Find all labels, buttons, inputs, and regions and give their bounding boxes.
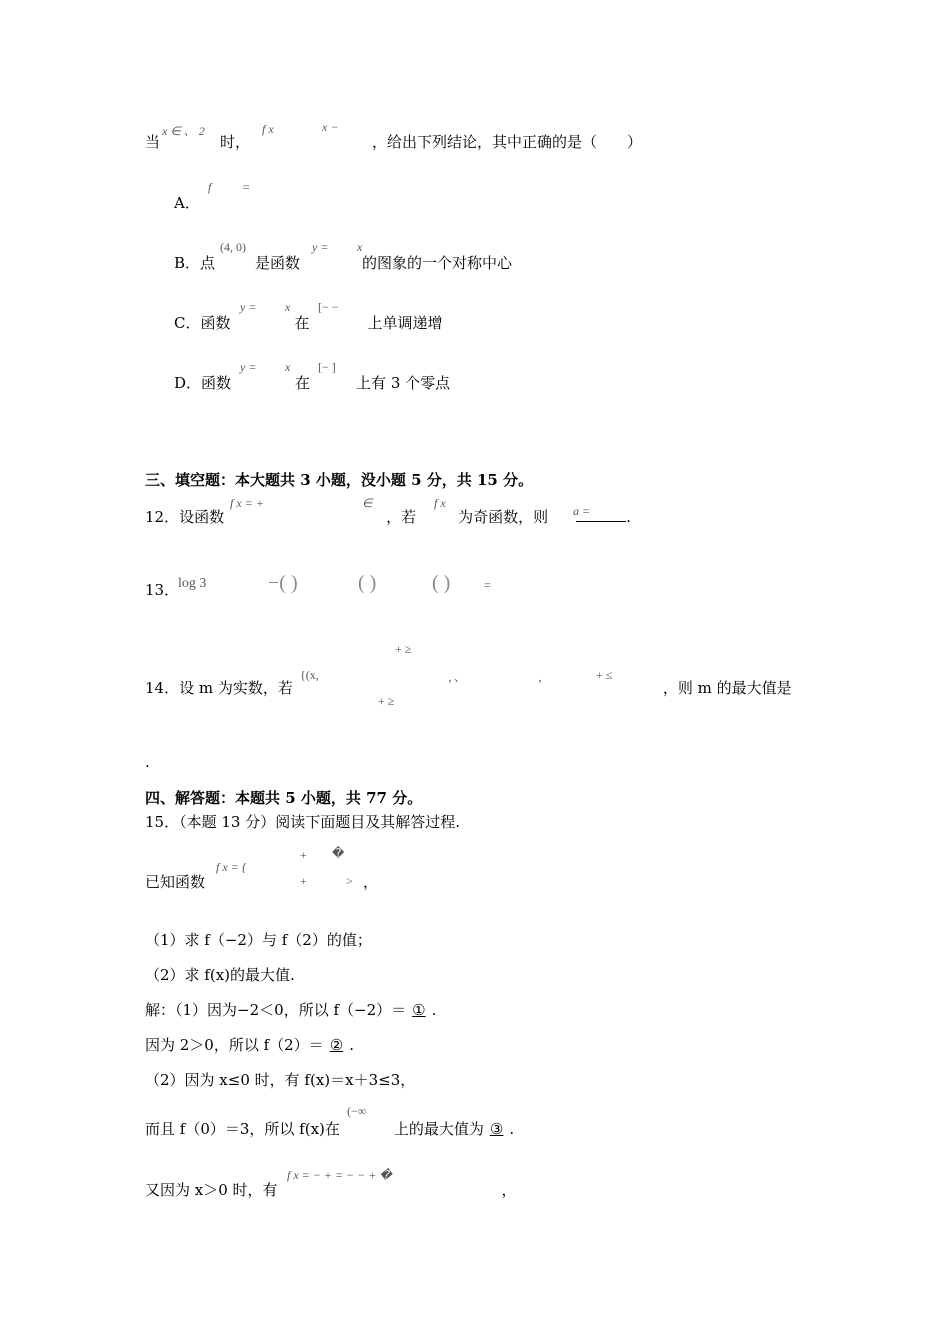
solution-line-2: 因为 2＞0，所以 f（2）＝ ② . <box>145 1036 354 1054</box>
math-fragment: (4, 0) <box>220 240 246 254</box>
math-fragment: log 3 <box>178 576 207 591</box>
math-fragment: y = <box>312 240 329 254</box>
section-4-heading: 四、解答题：本题共 5 小题，共 77 分。 <box>145 789 423 807</box>
q15-known: 已知函数 ， <box>145 873 379 891</box>
answer-blank-2: ② <box>329 1036 344 1054</box>
math-fragment: = <box>242 180 251 194</box>
q13: 13． <box>145 581 180 599</box>
math-fragment: f x = { <box>216 860 247 874</box>
answer-blank-1: ① <box>412 1001 426 1019</box>
math-fragment: + <box>300 848 307 862</box>
q14-end: . <box>145 753 150 771</box>
math-fragment: (−∞ <box>347 1104 367 1118</box>
math-fragment: x ∈ 、 2 <box>162 124 205 138</box>
math-fragment: [− − <box>318 300 339 314</box>
math-fragment: ( ) <box>432 572 451 594</box>
section-3-heading: 三、填空题：本大题共 3 小题，没小题 5 分，共 15 分。 <box>145 471 534 489</box>
solution-line-4: 而且 f（0）＝3，所以 f(x)在 上的最大值为 ③ . <box>145 1120 515 1138</box>
q11-stem: 当 时， ，给出下列结论，其中正确的是（ ） <box>145 133 643 151</box>
math-fragment: f x <box>262 122 274 136</box>
math-fragment: f x <box>434 496 446 510</box>
math-fragment: ( ) <box>358 572 377 594</box>
math-fragment: = <box>484 578 491 592</box>
answer-blank-3: ③ <box>489 1120 504 1138</box>
math-fragment: x − <box>322 120 339 134</box>
math-fragment: f x = + <box>230 496 264 510</box>
option-b: B．点 是函数 的图象的一个对称中心 <box>174 254 513 272</box>
math-fragment: [− ] <box>318 360 336 374</box>
solution-line-5: 又因为 x＞0 时，有 ， <box>145 1181 517 1199</box>
math-fragment: f x = − + = − − + � <box>287 1168 392 1182</box>
math-fragment: ∈ <box>362 496 373 510</box>
option-a: A． <box>174 194 200 212</box>
math-fragment: ， <box>538 670 551 684</box>
math-fragment: y = <box>240 300 257 314</box>
math-fragment: {(x, <box>300 668 319 682</box>
q15-part1: （1）求 f（−2）与 f（2）的值； <box>145 931 372 949</box>
math-fragment: x <box>285 360 291 374</box>
math-fragment: > <box>346 874 353 888</box>
solution-line-3: （2）因为 x≤0 时，有 f(x)＝x＋3≤3， <box>145 1071 416 1089</box>
math-fragment: y = <box>240 360 257 374</box>
q12: 12．设函数 ，若 为奇函数，则 . <box>145 508 631 526</box>
math-fragment: x <box>285 300 291 314</box>
math-fragment: a = <box>573 504 591 518</box>
math-fragment: −( ) <box>268 572 298 594</box>
q15-part2: （2）求 f(x)的最大值. <box>145 966 295 984</box>
math-fragment: x <box>357 240 363 254</box>
q15-intro: 15．（本题 13 分）阅读下面题目及其解答过程. <box>145 813 460 831</box>
math-fragment: ，、 <box>448 670 467 684</box>
math-fragment: + ≤ <box>596 668 613 682</box>
solution-line-1: 解：（1）因为−2＜0，所以 f（−2）＝ ① . <box>145 1001 437 1019</box>
math-fragment: + <box>300 874 307 888</box>
option-d: D．函数 在 上有 3 个零点 <box>174 374 451 392</box>
math-fragment: + ≥ <box>378 694 395 708</box>
math-fragment: � <box>332 846 345 860</box>
option-c: C．函数 在 上单调递增 <box>174 314 443 332</box>
math-fragment: f <box>208 180 212 194</box>
q14: 14．设 m 为实数，若 ，则 m 的最大值是 <box>145 679 792 697</box>
math-fragment: + ≥ <box>395 642 412 656</box>
